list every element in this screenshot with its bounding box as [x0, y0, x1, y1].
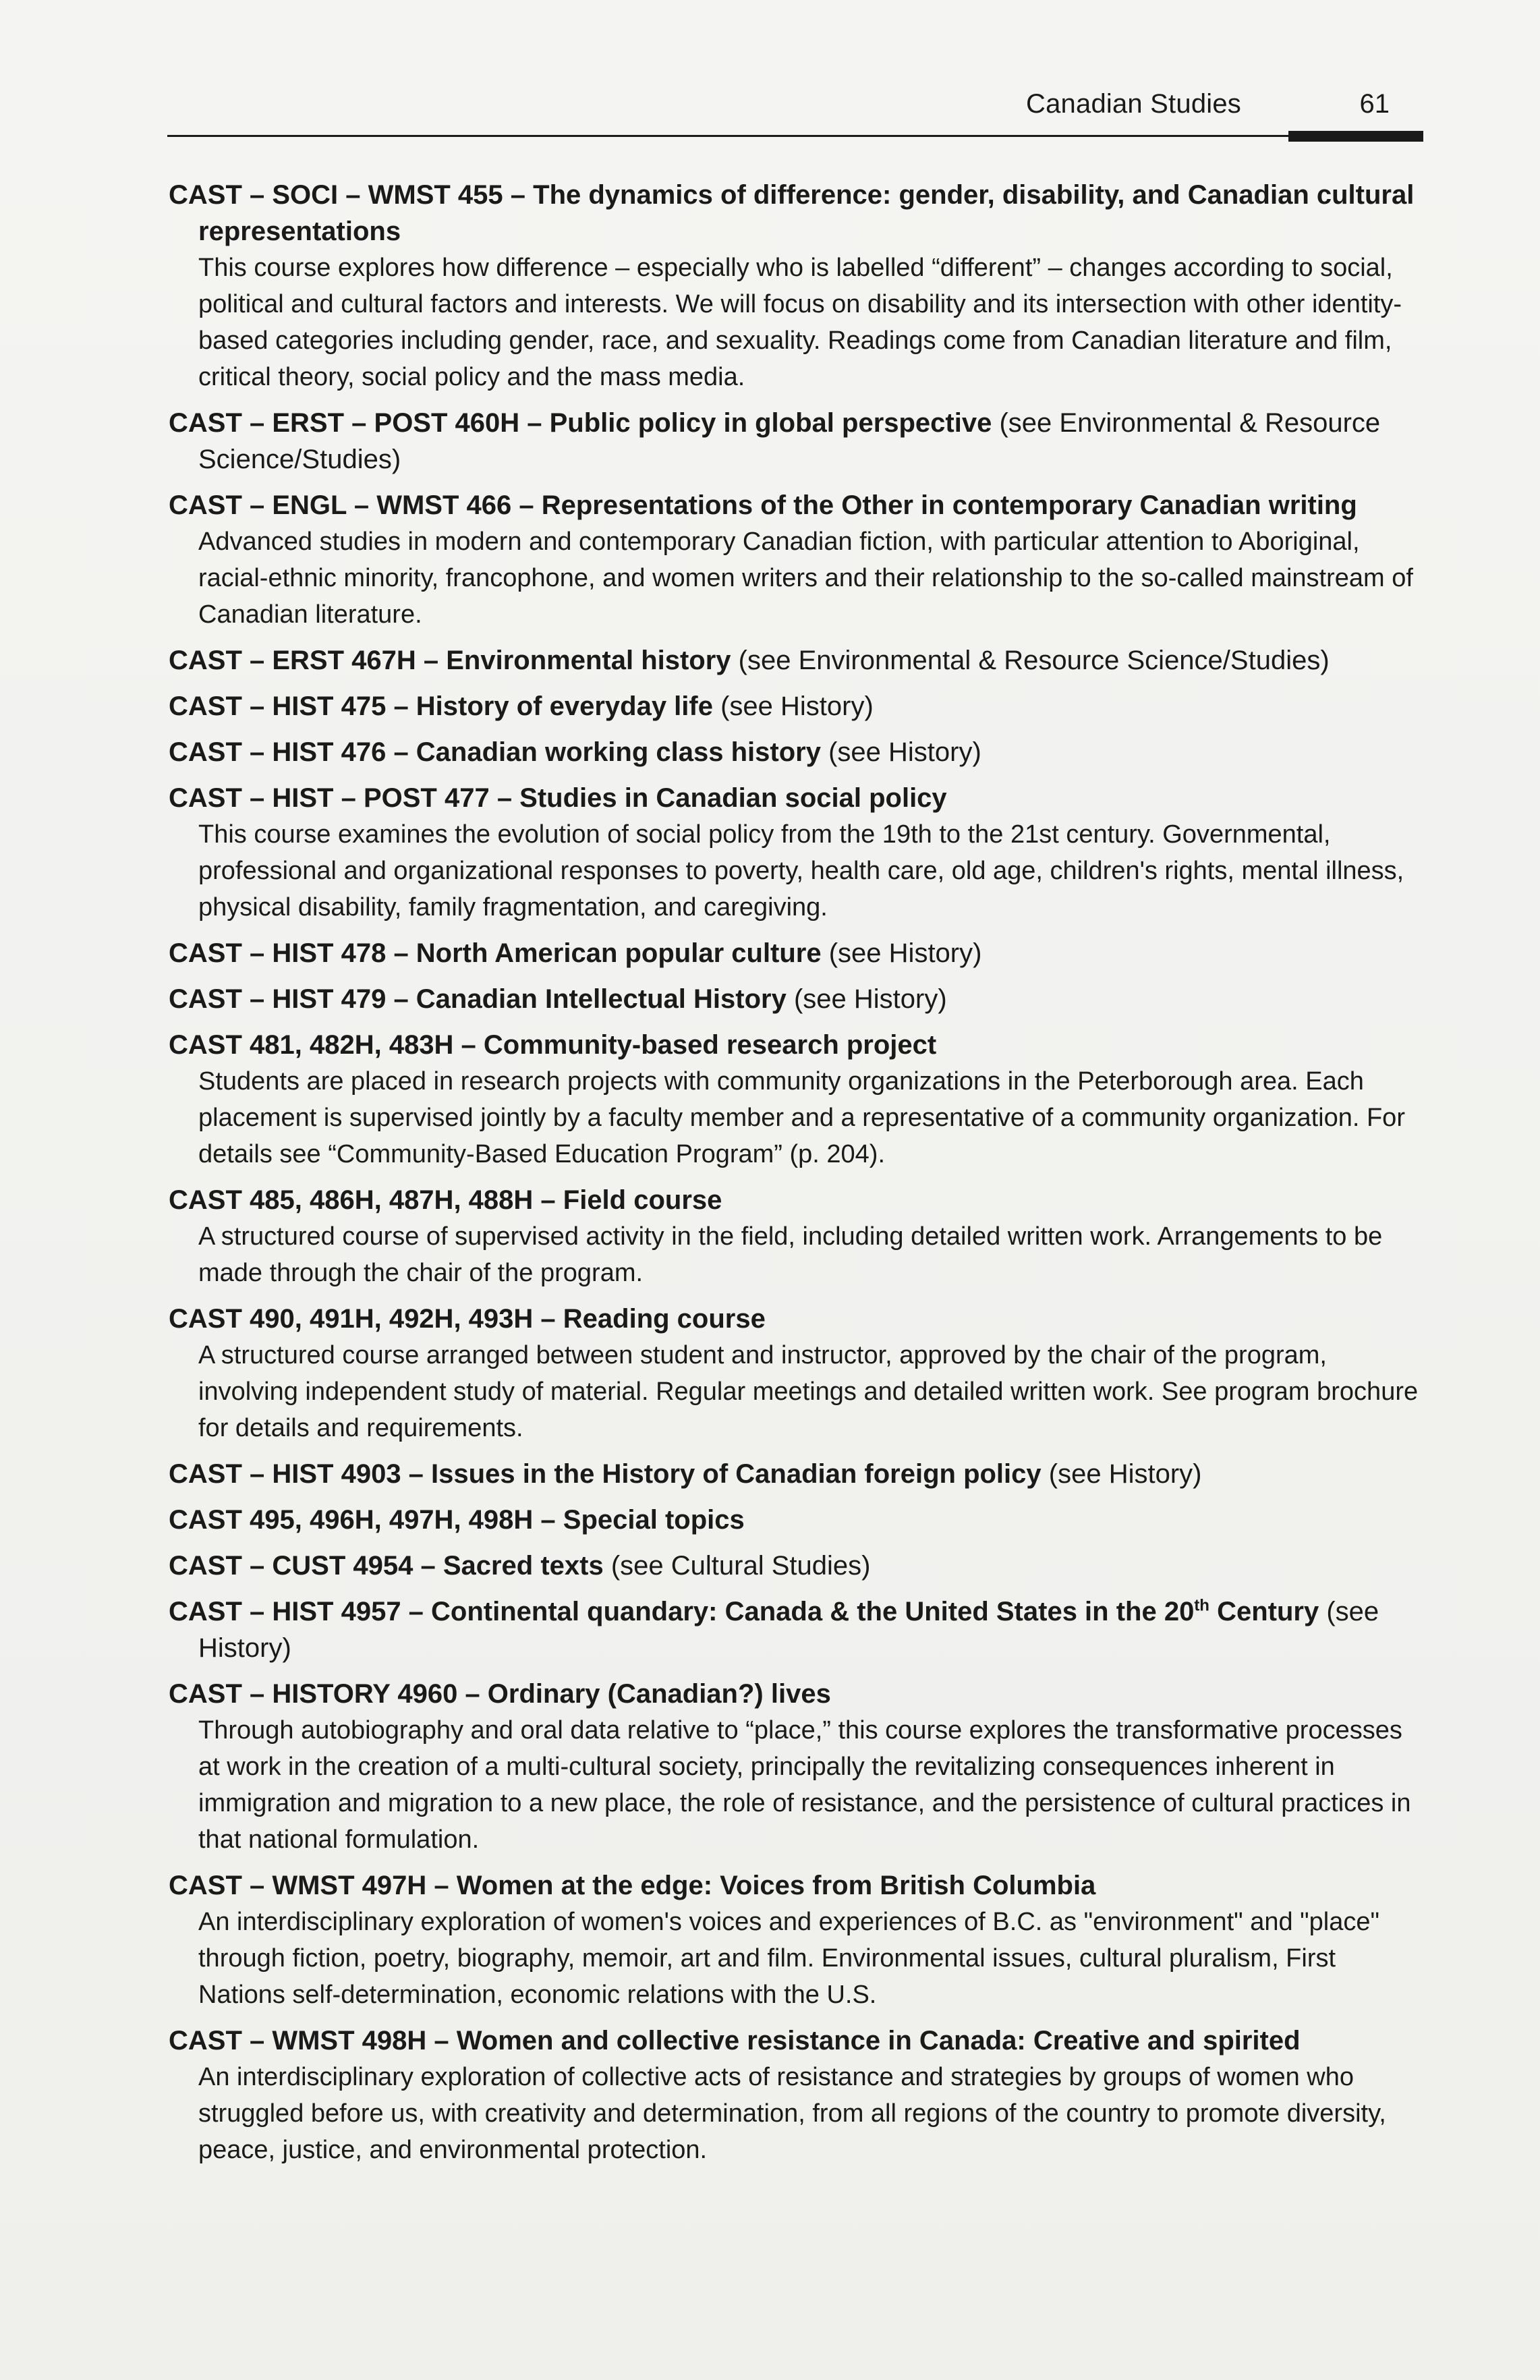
see-reference: (see History) [1041, 1459, 1202, 1489]
course-title: CAST – HIST 475 – History of everyday life (see History) [169, 691, 874, 721]
course-title: CAST – HIST 4957 – Continental quandary: Canada & the United States in the 20th Century (see History) [169, 1596, 1379, 1663]
course-description: An interdisciplinary exploration of collective acts of resistance and strategies by groups of women who struggled before us, with creativity and determination, from all regions of the country to promote diversity, peace, justice, and environmental protection. [198, 2063, 1386, 2164]
course-title: CAST – HIST 479 – Canadian Intellectual History (see History) [169, 984, 947, 1014]
course-entry [169, 734, 1423, 770]
superscript: th [1194, 1596, 1209, 1615]
course-title: CAST 490, 491H, 492H, 493H – Reading course [169, 1304, 766, 1334]
course-title: CAST – HIST 4903 – Issues in the History of Canadian foreign policy (see History) [169, 1459, 1202, 1489]
course-entry [169, 642, 1423, 679]
course-entry [169, 1502, 1423, 1538]
course-description: Advanced studies in modern and contemporary Canadian fiction, with particular attention to Aboriginal, racial-ethnic minority, francophone, and women writers and their relationship to the so-called mainstream of Canadian literature. [198, 528, 1413, 629]
course-title: CAST – CUST 4954 – Sacred texts (see Cultural Studies) [169, 1551, 871, 1581]
see-reference: (see Environmental & Resource Science/Studies) [731, 646, 1330, 675]
course-entry [169, 1456, 1423, 1492]
course-title: CAST – SOCI – WMST 455 – The dynamics of difference: gender, disability, and Canadian cultural representations [169, 180, 1415, 246]
course-entry [169, 1182, 1423, 1291]
page-number: 61 [1359, 89, 1390, 119]
course-entry [169, 405, 1423, 478]
course-title: CAST – HIST – POST 477 – Studies in Canadian social policy [169, 783, 947, 813]
course-entry [169, 780, 1423, 926]
course-title: CAST – ENGL – WMST 466 – Representations of the Other in contemporary Canadian writing [169, 490, 1357, 520]
course-entry [169, 981, 1423, 1017]
course-title: CAST – WMST 497H – Women at the edge: Voices from British Columbia [169, 1871, 1096, 1900]
course-entry [169, 1676, 1423, 1858]
course-title: CAST – HIST 476 – Canadian working class history (see History) [169, 737, 981, 767]
course-entry [169, 688, 1423, 725]
course-entry [169, 935, 1423, 971]
see-reference: (see Environmental & Resource Science/Studies) [198, 408, 1381, 474]
course-list [169, 177, 1423, 2178]
course-entry [169, 1593, 1423, 1666]
course-title: CAST 485, 486H, 487H, 488H – Field course [169, 1185, 722, 1215]
course-description: A structured course of supervised activity in the field, including detailed written work. Arrangements to be made through the chair of the program. [198, 1222, 1383, 1287]
course-description: This course examines the evolution of social policy from the 19th to the 21st century. Governmental, professional and organizational responses to poverty, health care, old age, children's rights, mental illness, physical disability, family fragmentation, and caregiving. [198, 820, 1404, 922]
course-title: CAST – HIST 478 – North American popular culture (see History) [169, 938, 982, 968]
see-reference: (see History) [821, 938, 982, 968]
course-description: An interdisciplinary exploration of women's voices and experiences of B.C. as "environment" and "place" through fiction, poetry, biography, memoir, art and film. Environmental issues, cultural pluralism, First Nations self-determination, economic relations with the U.S. [198, 1908, 1380, 2009]
see-reference: (see History) [712, 691, 874, 721]
course-entry [169, 2022, 1423, 2168]
course-description: A structured course arranged between student and instructor, approved by the chair of the program, involving independent study of material. Regular meetings and detailed written work. See program brochure for details and requirements. [198, 1341, 1419, 1442]
course-title: CAST 481, 482H, 483H – Community-based research project [169, 1030, 937, 1060]
course-description: Through autobiography and oral data relative to “place,” this course explores the transformative processes at work in the creation of a multi-cultural society, principally the revitalizing consequences inherent in immigration and migration to a new place, the role of resistance, and the persistence of cultural practices in that national formulation. [198, 1716, 1411, 1854]
see-reference: (see History) [786, 984, 947, 1014]
course-title: CAST – ERST 467H – Environmental history (see Environmental & Resource Science/Studies) [169, 646, 1330, 675]
header-rule [167, 135, 1423, 137]
course-title: CAST – HISTORY 4960 – Ordinary (Canadian?) lives [169, 1679, 831, 1709]
header-title: Canadian Studies [1026, 89, 1241, 119]
see-reference: (see History) [820, 737, 981, 767]
course-title: CAST 495, 496H, 497H, 498H – Special topics [169, 1505, 745, 1535]
course-description: This course explores how difference – especially who is labelled “different” – changes according to social, political and cultural factors and interests. We will focus on disability and its intersection with other identity-based categories including gender, race, and sexuality. Readings come from Canadian literature and film, critical theory, social policy and the mass media. [198, 254, 1402, 391]
course-entry [169, 1027, 1423, 1172]
see-reference: (see Cultural Studies) [603, 1551, 871, 1581]
course-title: CAST – ERST – POST 460H – Public policy in global perspective (see Environmental & Resource Science/Studies) [169, 408, 1381, 474]
running-header [167, 80, 1423, 140]
course-entry [169, 1548, 1423, 1584]
course-entry [169, 177, 1423, 395]
course-entry [169, 487, 1423, 633]
course-entry [169, 1301, 1423, 1446]
course-description: Students are placed in research projects with community organizations in the Peterborough area. Each placement is supervised jointly by a faculty member and a representative of a community organization. For details see “Community-Based Education Program” (p. 204). [198, 1067, 1405, 1168]
header-tab-mark [1288, 131, 1423, 142]
course-entry [169, 1867, 1423, 2013]
see-reference: (see History) [198, 1597, 1379, 1663]
course-title: CAST – WMST 498H – Women and collective resistance in Canada: Creative and spirited [169, 2026, 1301, 2056]
